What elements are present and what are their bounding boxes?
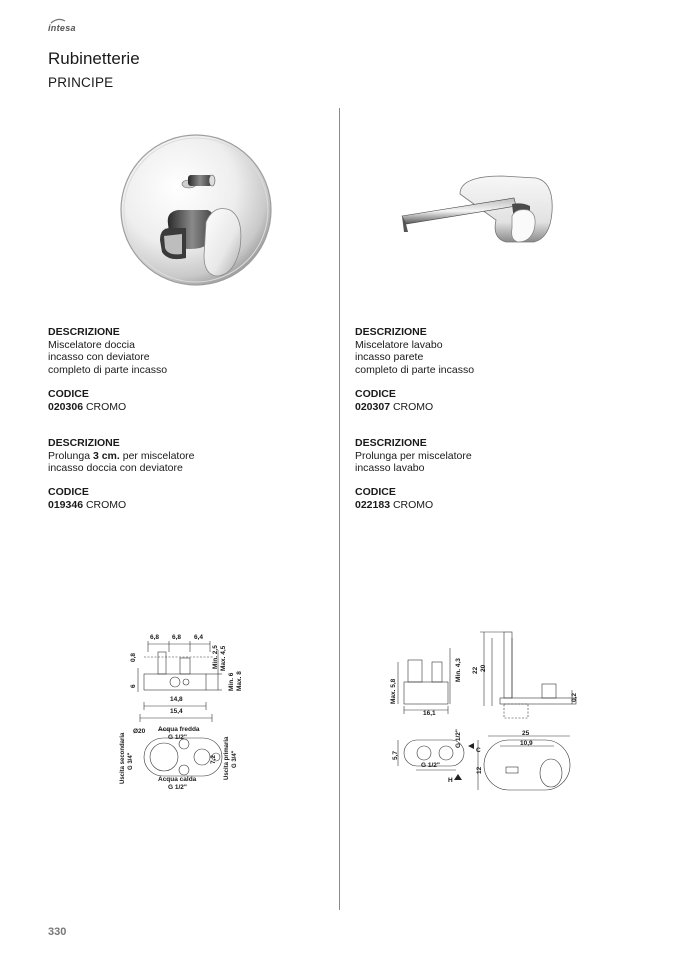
right-dim-min43: Min. 4,3 [455,658,462,682]
left-dim-max45: Max. 4,5 [220,645,227,671]
basin-mixer-photo [396,168,562,248]
left-dim-d20: Ø20 [133,728,146,735]
left-dim-6: 6 [130,684,137,688]
right-dim-max58: Max. 5,8 [390,678,397,704]
right-dim-57: 5,7 [392,750,399,760]
right-dim-161: 16,1 [423,710,436,717]
right-dim-109: 10,9 [520,740,533,747]
right-description-1 [355,326,474,376]
left-code1-finish: CROMO [85,400,127,413]
acqua-calda-g: G 1/2" [168,784,187,791]
shower-mixer-photo [108,124,280,296]
right-dim-22: 22 [472,666,479,674]
left-code-2 [48,486,126,511]
right-desc1-line: incasso parete [355,351,424,363]
right-desc1-line: completo di parte incasso [355,363,475,376]
right-dim-20: 20 [480,664,487,672]
right-code1-heading: CODICE [355,388,396,400]
left-dim-top-3: 6,4 [194,634,204,641]
left-desc2-heading: DESCRIZIONE [48,437,120,449]
right-desc2-line1: Prolunga per miscelatore [355,449,472,462]
uscita-primaria-g: G 3/4" [232,750,238,768]
left-dim-min25: Min. 2,5 [212,645,219,669]
right-dim-02: 0,2 [571,692,578,702]
right-description-2 [355,437,472,475]
right-code2-finish: CROMO [392,498,434,511]
left-code1-number: 020306 [48,400,84,413]
acqua-fredda-g: G 1/2" [168,734,187,741]
left-dim-top-1: 6,8 [150,634,160,641]
brand-logo: intesa [48,23,76,33]
right-code1-finish: CROMO [392,400,434,413]
left-desc1-heading: DESCRIZIONE [48,326,120,338]
page-number: 330 [48,926,67,938]
right-code-2 [355,486,433,511]
left-code1-heading: CODICE [48,388,89,400]
left-dim-148: 14,8 [170,696,183,703]
left-dim-72: 7,2 [210,754,217,764]
left-dim-min6: Min. 6 [228,672,235,691]
left-dim-08: 0,8 [130,652,137,662]
left-code-1 [48,388,126,413]
right-code1-number: 020307 [355,400,391,413]
uscita-primaria-label: Uscita primaria [224,736,230,780]
left-dim-154: 15,4 [170,708,183,715]
acqua-fredda-label: Acqua fredda [158,726,200,733]
right-dim-c: C [476,747,481,754]
right-dim-h: H [448,777,453,784]
right-dim-12: 12 [476,766,483,774]
left-desc1-line: completo di parte incasso [48,363,168,376]
right-desc2-line2: incasso lavabo [355,462,425,474]
right-desc1-heading: DESCRIZIONE [355,326,427,338]
acqua-calda-label: Acqua calda [158,776,197,783]
right-desc1-line: Miscelatore lavabo [355,338,443,351]
left-desc1-line: Miscelatore doccia [48,338,135,351]
right-dim-g12b: G 1/2" [421,762,440,769]
left-code2-number: 019346 [48,498,84,511]
left-code2-heading: CODICE [48,486,89,498]
right-code2-number: 022183 [355,498,391,511]
right-code2-heading: CODICE [355,486,396,498]
left-desc2-post: per miscelatore [119,449,195,462]
column-divider [339,108,340,910]
left-dim-top-2: 6,8 [172,634,182,641]
left-desc2-line2: incasso doccia con deviatore [48,462,183,474]
left-description-1 [48,326,167,376]
right-desc2-heading: DESCRIZIONE [355,437,427,449]
left-description-2 [48,437,195,475]
left-desc2-bold: 3 cm. [92,449,120,462]
left-desc1-line: incasso con deviatore [48,351,150,363]
right-dim-g12a: G 1/2" [455,729,462,748]
right-dim-25: 25 [522,730,530,737]
left-desc2-pre: Prolunga [48,449,93,462]
left-code2-finish: CROMO [85,498,127,511]
page-title: Rubinetterie [48,49,140,68]
uscita-secondaria-label: Uscita secondaria [120,732,126,784]
left-dim-max8: Max. 8 [236,671,243,691]
left-technical-drawing [118,630,253,795]
page-subtitle: PRINCIPE [48,75,114,90]
right-code-1 [355,388,433,413]
uscita-secondaria-g: G 3/4" [128,752,134,770]
